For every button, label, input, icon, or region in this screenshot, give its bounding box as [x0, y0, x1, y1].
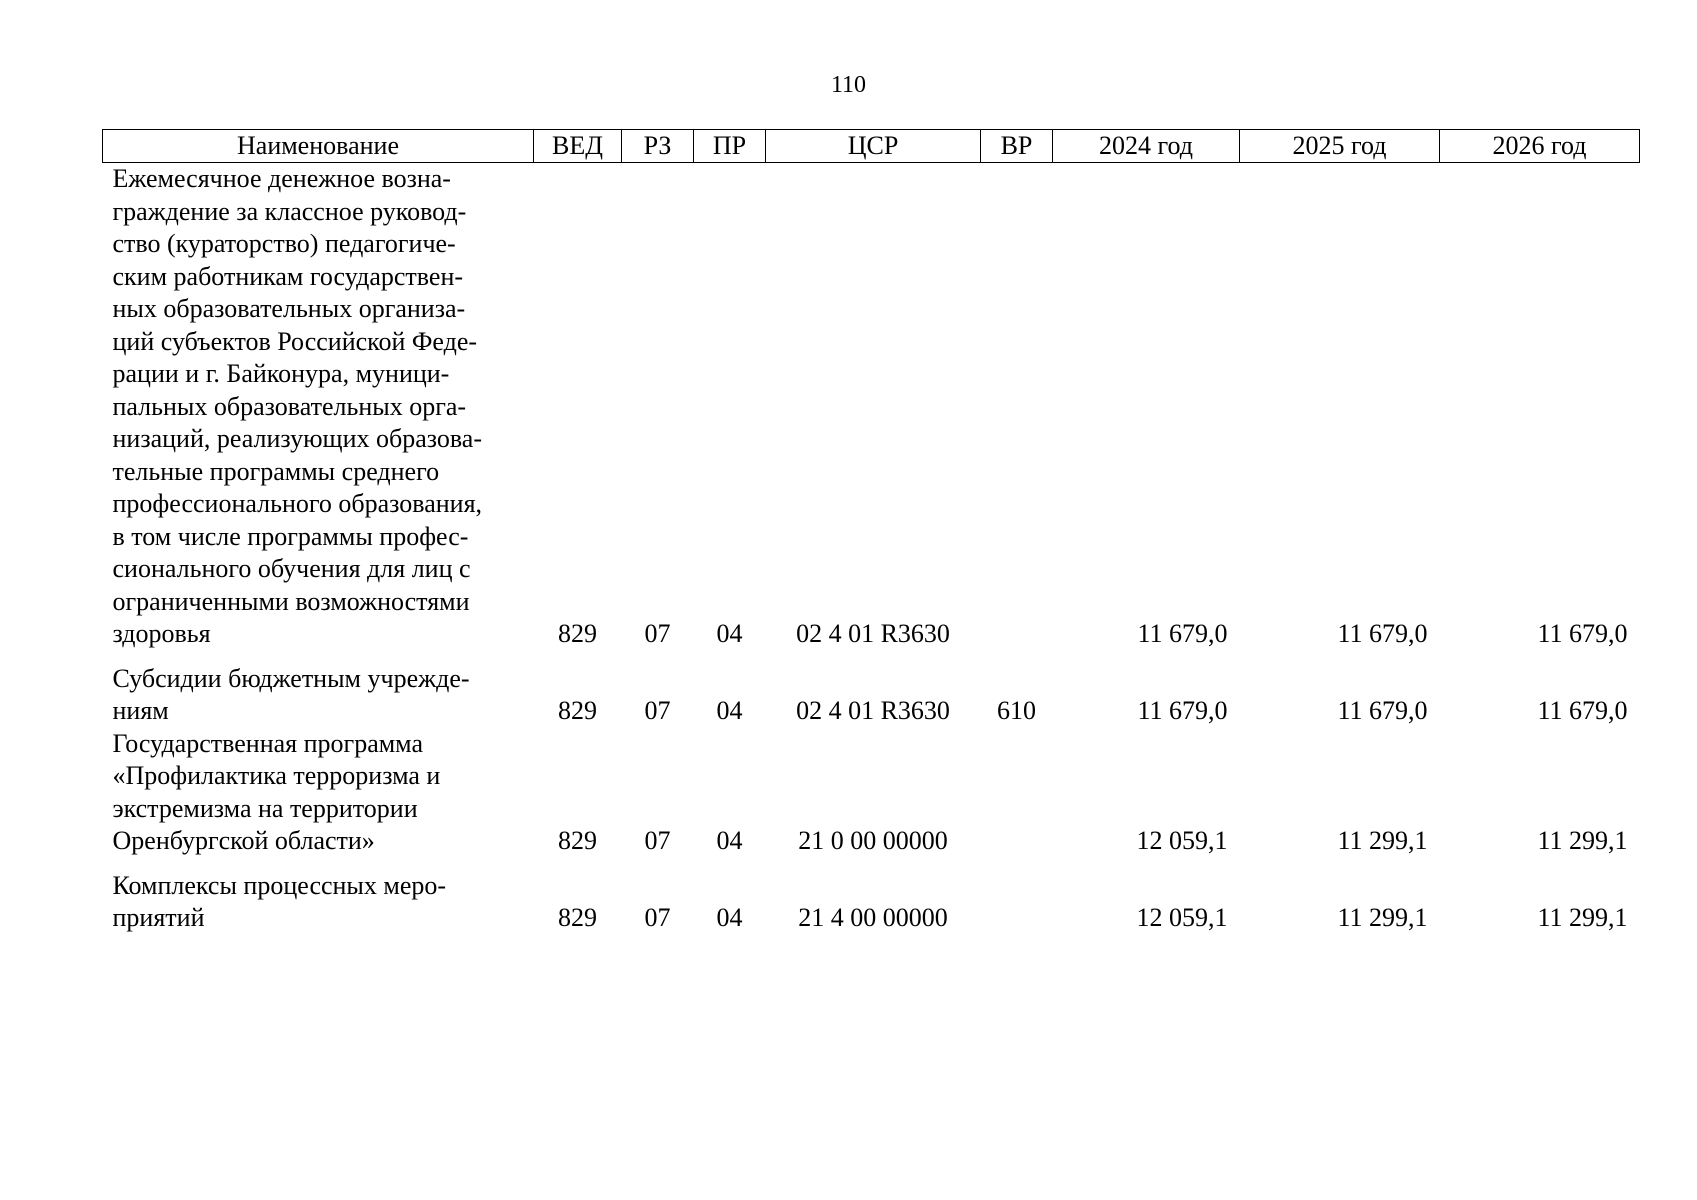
table-row — [103, 728, 1640, 858]
row-ved: 829 — [558, 826, 597, 855]
row-pr: 04 — [716, 619, 743, 648]
header-2025: 2025 год — [1240, 130, 1440, 163]
row-name: Государственная программа «Профилактика терроризма и экстремизма на территории Оренбургской области» — [112, 728, 441, 855]
row-pr: 04 — [716, 826, 743, 855]
row-2024: 11 679,0 — [1137, 696, 1228, 725]
row-2025: 11 299,1 — [1337, 903, 1428, 932]
row-vr — [981, 728, 1053, 858]
row-2025: 11 679,0 — [1337, 619, 1428, 648]
page-number: 110 — [830, 72, 867, 98]
row-ved: 829 — [558, 696, 597, 725]
header-vr: ВР — [981, 130, 1053, 163]
row-rz: 07 — [644, 696, 671, 725]
row-2024: 12 059,1 — [1136, 903, 1228, 932]
row-pr: 04 — [716, 696, 743, 725]
row-2024: 12 059,1 — [1136, 826, 1228, 855]
row-2026: 11 299,1 — [1537, 826, 1628, 855]
header-name: Наименование — [103, 130, 534, 163]
row-csr: 02 4 01 R3630 — [796, 619, 950, 648]
row-2025: 11 679,0 — [1337, 696, 1428, 725]
header-2024: 2024 год — [1053, 130, 1240, 163]
header-2026: 2026 год — [1440, 130, 1640, 163]
table-row — [103, 651, 1640, 728]
row-name: Комплексы процессных меро- приятий — [112, 870, 447, 932]
row-name: Субсидии бюджетным учрежде- ниям — [112, 663, 470, 725]
header-rz: РЗ — [622, 130, 694, 163]
row-vr — [981, 163, 1053, 651]
row-csr: 02 4 01 R3630 — [796, 696, 950, 725]
table-header-row — [103, 130, 1640, 163]
row-2026: 11 679,0 — [1537, 619, 1628, 648]
row-ved: 829 — [558, 903, 597, 932]
row-csr: 21 0 00 00000 — [798, 826, 948, 855]
budget-table — [102, 129, 1640, 935]
header-csr: ЦСР — [766, 130, 981, 163]
row-rz: 07 — [644, 619, 671, 648]
row-pr: 04 — [716, 903, 743, 932]
table-row — [103, 858, 1640, 935]
row-vr — [981, 858, 1053, 935]
row-2025: 11 299,1 — [1337, 826, 1428, 855]
row-csr: 21 4 00 00000 — [798, 903, 948, 932]
header-ved: ВЕД — [534, 130, 622, 163]
row-rz: 07 — [644, 903, 671, 932]
row-vr: 610 — [997, 696, 1036, 725]
table-row — [103, 163, 1640, 651]
row-2026: 11 679,0 — [1537, 696, 1628, 725]
row-2026: 11 299,1 — [1537, 903, 1628, 932]
row-name: Ежемесячное денежное возна- граждение за классное руковод- ство (кураторство) педагогиче- ским работникам государствен- ных образовательных организа- ций субъектов Российской Феде- рации и г. Байконура, муници- пальных образовательных орга- низаций, реализующих образова- тельные программы среднего профессионального образования, в том числе программы профес- сионального обучения для лиц с ограниченными возможностями здоровья — [112, 164, 483, 648]
row-rz: 07 — [644, 826, 671, 855]
header-pr: ПР — [694, 130, 766, 163]
row-ved: 829 — [558, 619, 597, 648]
row-2024: 11 679,0 — [1137, 619, 1228, 648]
